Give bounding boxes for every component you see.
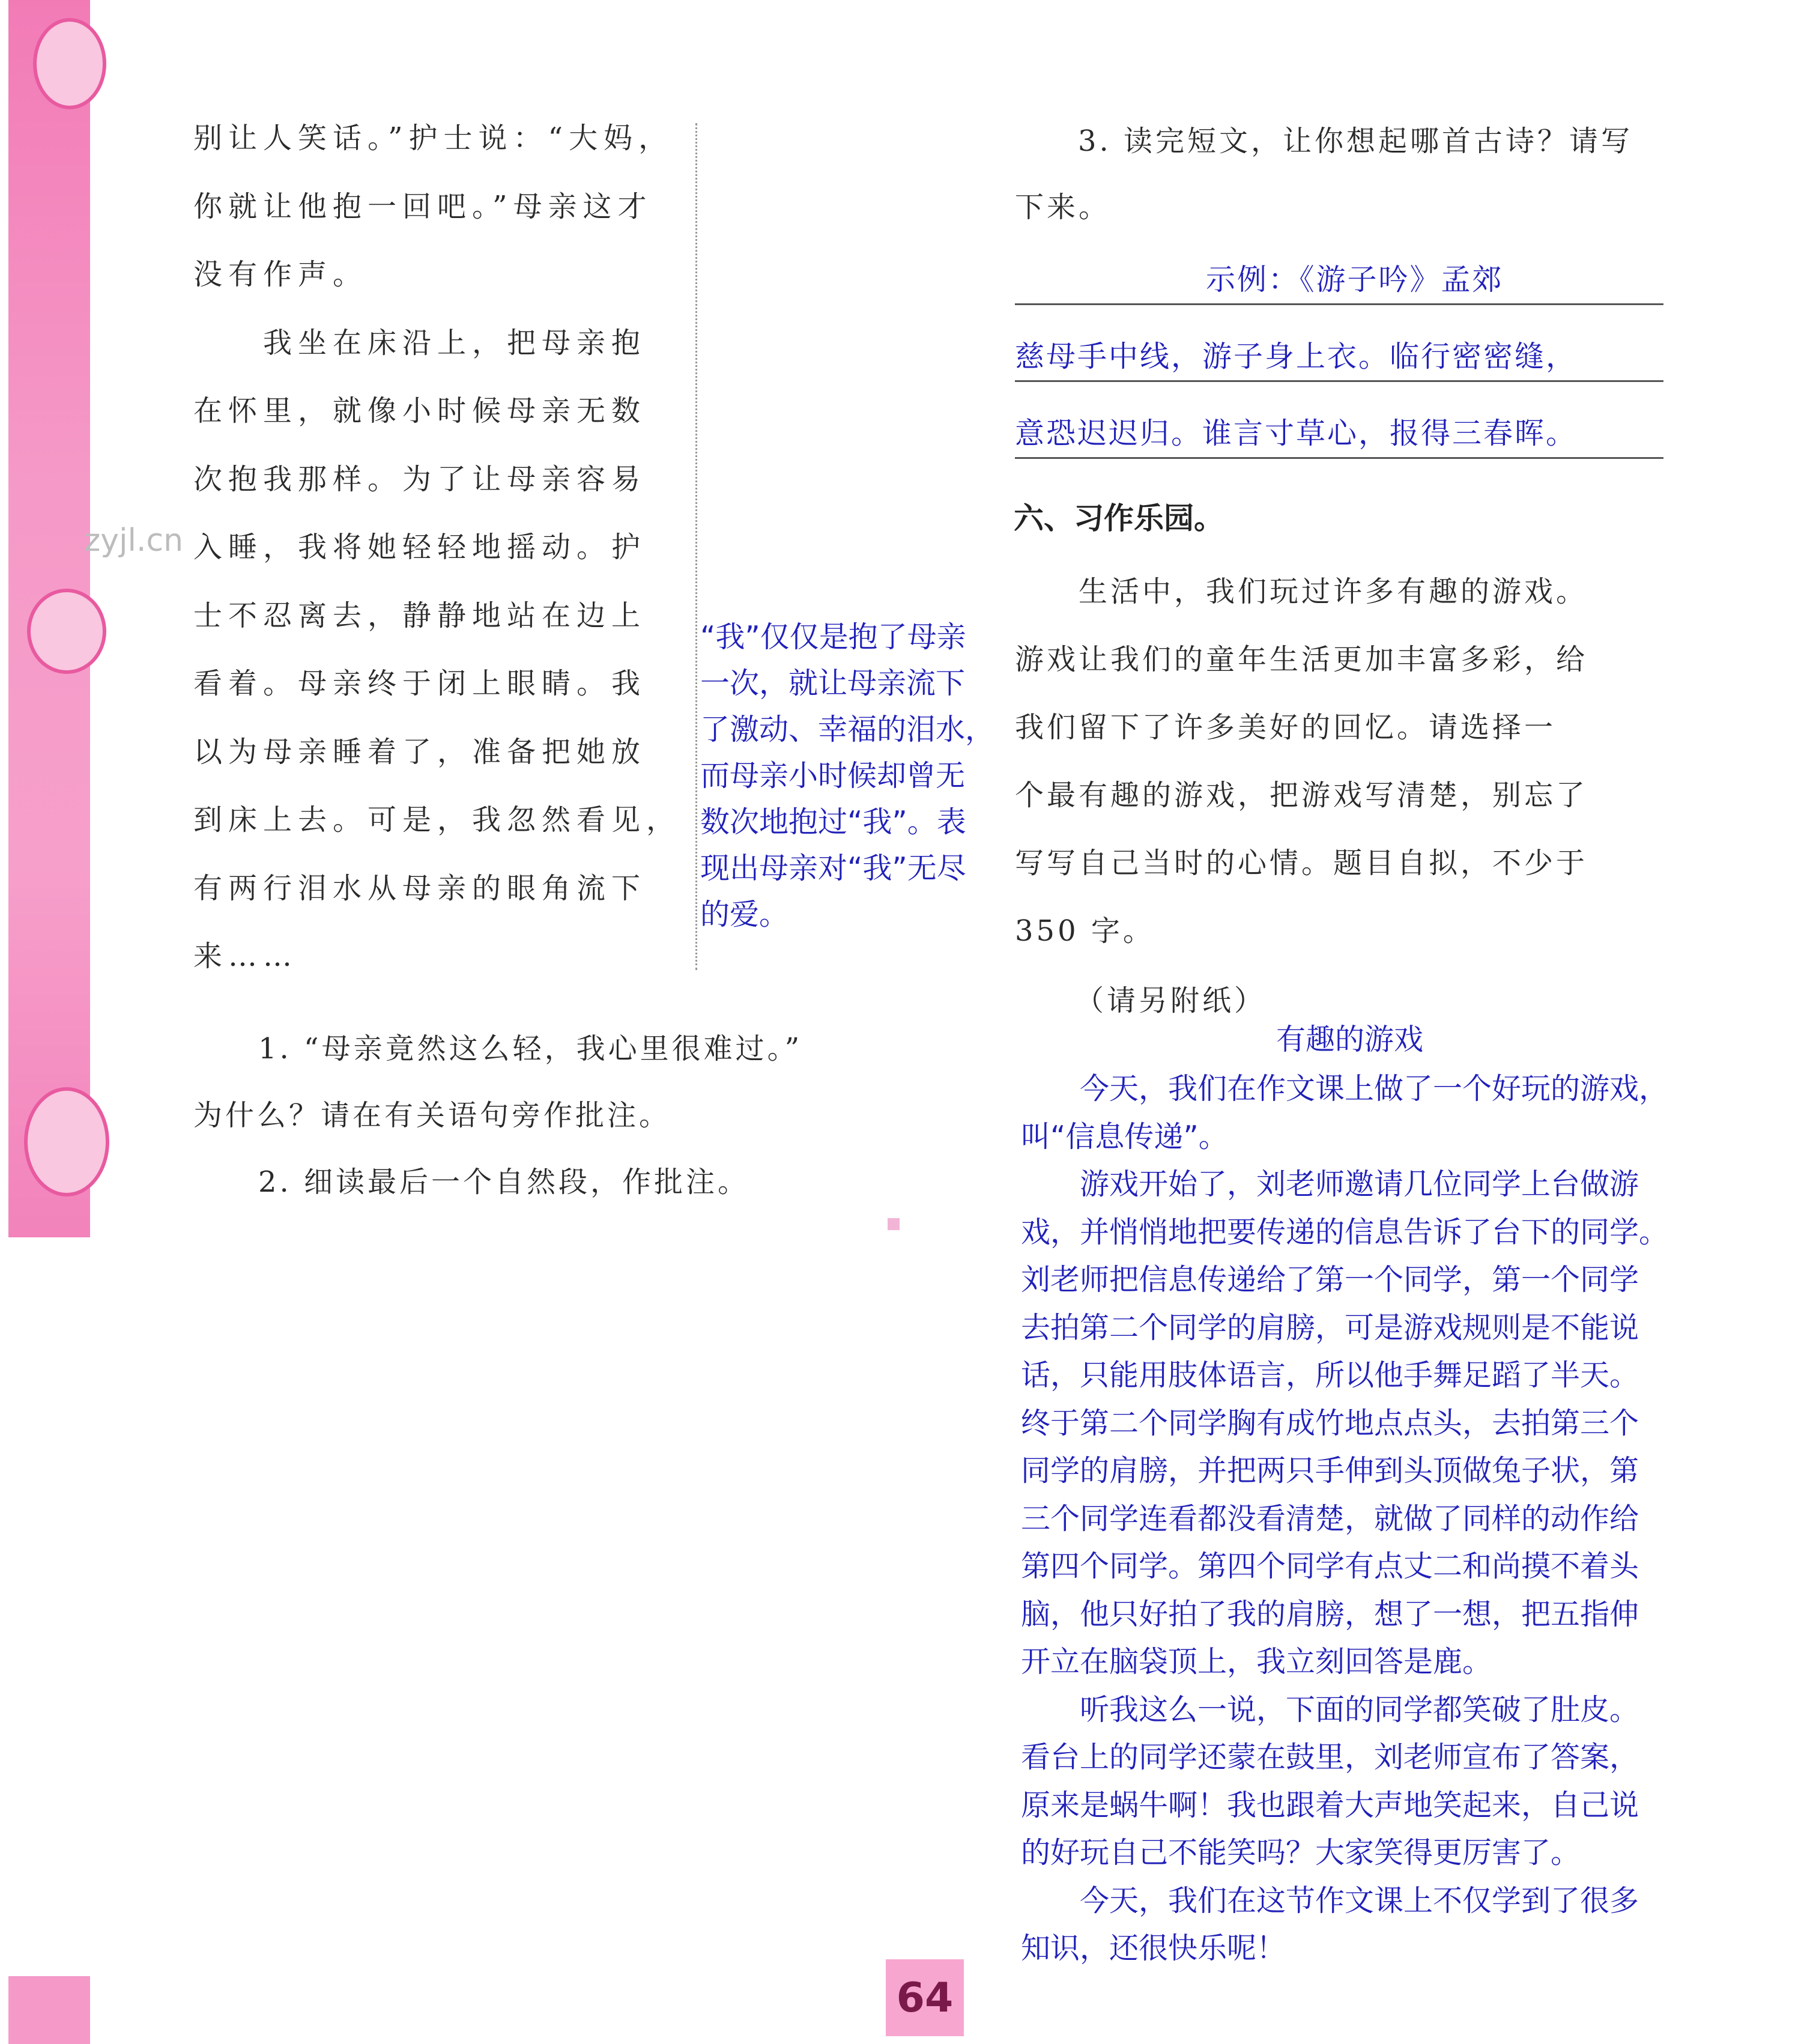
- essay-line: 游戏开始了，刘老师邀请几位同学上台做游: [1021, 1167, 1639, 1201]
- left-lines-line: 在怀里，就像小时候母亲无数: [193, 394, 647, 428]
- anno-line: 数次地抱过“我”。表: [700, 805, 966, 839]
- prompt-line: 写写自己当时的心情。题目自拟，不少于: [1015, 846, 1588, 880]
- prompt-line: 350 字。: [1015, 914, 1155, 948]
- attach-note: （请另附纸）: [1075, 984, 1267, 1017]
- essay-line: 看台上的同学还蒙在鼓里，刘老师宣布了答案，: [1021, 1740, 1639, 1774]
- essay-line: 今天，我们在作文课上做了一个好玩的游戏，: [1021, 1072, 1669, 1106]
- column-divider: [695, 123, 697, 970]
- watermark: zyjl.cn: [84, 523, 184, 559]
- left-questions-line: 2. 细读最后一个自然段，作批注。: [258, 1165, 750, 1199]
- essay-line: 叫“信息传递”。: [1021, 1119, 1228, 1154]
- anno-line: 了激动、幸福的泪水，: [700, 712, 995, 747]
- anno-line: 的爱。: [700, 897, 789, 932]
- essay-line: 去拍第二个同学的肩膀，可是游戏规则是不能说: [1021, 1310, 1639, 1345]
- essay-line: 三个同学连看都没看清楚，就做了同样的动作给: [1021, 1501, 1639, 1536]
- essay-line: 第四个同学。第四个同学有点丈二和尚摸不着头: [1021, 1549, 1639, 1583]
- left-lines-line: 士不忍离去，静静地站在边上: [193, 598, 647, 632]
- q3-line: 下来。: [1015, 190, 1111, 224]
- left-lines-line: 别让人笑话。”护士说：“大妈，: [193, 121, 674, 155]
- left-lines-line: 你就让他抱一回吧。”母亲这才: [193, 189, 653, 223]
- answer-underline: [1015, 303, 1663, 305]
- essay-line: 终于第二个同学胸有成竹地点点头，去拍第三个: [1021, 1406, 1639, 1440]
- essay-line: 原来是蜗牛啊！我也跟着大声地笑起来，自己说: [1021, 1788, 1639, 1822]
- anno-line: 一次，就让母亲流下: [700, 666, 966, 700]
- left-lines-line: 没有作声。: [193, 258, 368, 291]
- essay-line: 今天，我们在这节作文课上不仅学到了很多: [1021, 1883, 1639, 1918]
- essay-line: 开立在脑袋顶上，我立刻回答是鹿。: [1021, 1645, 1492, 1679]
- decorative-dot: [888, 1218, 900, 1230]
- answer-underline: [1015, 457, 1663, 459]
- q3ans-line: 意恐迟迟归。谁言寸草心，报得三春晖。: [1015, 416, 1578, 450]
- anno-line: 现出母亲对“我”无尽: [700, 851, 966, 885]
- rabbit-mascot-icon: [33, 18, 106, 109]
- left-lines-line: 以为母亲睡着了，准备把她放: [193, 735, 647, 769]
- tiger-mascot-icon: [24, 1087, 109, 1196]
- essay-line: 话，只能用肢体语言，所以他手舞足蹈了半天。: [1021, 1358, 1639, 1392]
- prompt-line: 游戏让我们的童年生活更加丰富多彩，给: [1015, 643, 1588, 676]
- essay-line: 刘老师把信息传递给了第一个同学，第一个同学: [1021, 1263, 1639, 1297]
- essay-line: 知识，还很快乐呢！: [1021, 1931, 1286, 1965]
- decorative-bottom-strip: [8, 1976, 90, 2044]
- page-number: 64: [886, 1959, 964, 2036]
- raccoon-mascot-icon: [27, 589, 106, 674]
- q3-line: 3. 读完短文，让你想起哪首古诗？请写: [1078, 124, 1633, 158]
- essay-line: 的好玩自己不能笑吗？大家笑得更厉害了。: [1021, 1836, 1581, 1870]
- answer-underline: [1015, 380, 1663, 382]
- left-questions-line: 1. “母亲竟然这么轻，我心里很难过。”: [258, 1032, 803, 1066]
- anno-line: “我”仅仅是抱了母亲: [700, 620, 966, 654]
- essay-line: 同学的肩膀，并把两只手伸到头顶做兔子状，第: [1021, 1454, 1639, 1488]
- anno-line: 而母亲小时候却曾无: [700, 759, 966, 793]
- prompt-line: 个最有趣的游戏，把游戏写清楚，别忘了: [1015, 778, 1588, 812]
- section-heading: 六、习作乐园。: [1014, 501, 1224, 536]
- essay-line: 听我这么一说，下面的同学都笑破了肚皮。: [1021, 1692, 1639, 1727]
- left-lines-line: 入睡，我将她轻轻地摇动。护: [193, 530, 647, 564]
- left-lines-line: 看着。母亲终于闭上眼睛。我: [193, 667, 647, 700]
- essay-line: 脑，他只好拍了我的肩膀，想了一想，把五指伸: [1021, 1597, 1639, 1631]
- prompt-line: 生活中，我们玩过许多有趣的游戏。: [1015, 575, 1588, 608]
- left-lines-line: 我坐在床沿上，把母亲抱: [193, 326, 647, 360]
- q3ans-line: 慈母手中线，游子身上衣。临行密密缝，: [1015, 339, 1578, 374]
- left-lines-line: 次抱我那样。为了让母亲容易: [193, 462, 647, 496]
- prompt-line: 我们留下了许多美好的回忆。请选择一: [1015, 711, 1557, 744]
- left-lines-line: 到床上去。可是，我忽然看见，: [193, 803, 682, 837]
- q3ans-line: 示例：《游子吟》孟郊: [1206, 262, 1504, 297]
- left-questions-line: 为什么？请在有关语句旁作批注。: [193, 1099, 671, 1132]
- left-lines-line: 来……: [193, 939, 298, 973]
- essay-line: 戏，并悄悄地把要传递的信息告诉了台下的同学。: [1021, 1215, 1669, 1249]
- essay-title: 有趣的游戏: [1276, 1022, 1424, 1057]
- left-lines-line: 有两行泪水从母亲的眼角流下: [193, 871, 647, 905]
